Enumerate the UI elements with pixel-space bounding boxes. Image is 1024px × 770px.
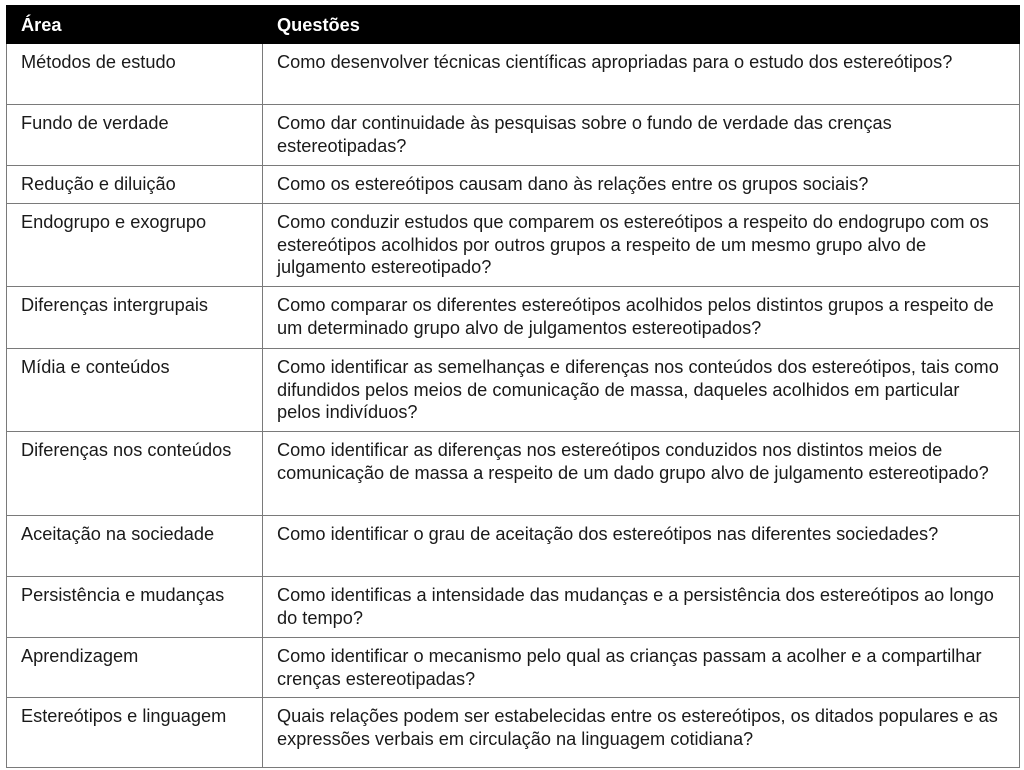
table-row [7, 44, 1020, 105]
question-cell: Como identificas a intensidade das mudanças e a persistência dos estereótipos ao longo do tempo? [263, 577, 1020, 638]
area-cell: Mídia e conteúdos [7, 349, 263, 432]
table-row [7, 287, 1020, 349]
table-row [7, 204, 1020, 287]
question-cell: Como desenvolver técnicas científicas apropriadas para o estudo dos estereótipos? [263, 44, 1020, 105]
area-cell: Estereótipos e linguagem [7, 698, 263, 768]
question-cell: Como identificar as diferenças nos estereótipos conduzidos nos distintos meios de comunicação de massa a respeito de um dado grupo alvo de julgamento estereotipado? [263, 432, 1020, 516]
table-row [7, 349, 1020, 432]
area-cell: Aceitação na sociedade [7, 516, 263, 577]
area-cell: Redução e diluição [7, 166, 263, 204]
table-row [7, 638, 1020, 698]
table-row [7, 166, 1020, 204]
area-cell: Persistência e mudanças [7, 577, 263, 638]
table-row [7, 432, 1020, 516]
table-header-row [7, 6, 1020, 44]
header-questoes: Questões [263, 6, 1020, 44]
question-cell: Como identificar o grau de aceitação dos estereótipos nas diferentes sociedades? [263, 516, 1020, 577]
question-cell: Como identificar as semelhanças e diferenças nos conteúdos dos estereótipos, tais como difundidos pelos meios de comunicação de massa, daqueles acolhidos em particular pelos indivíduos? [263, 349, 1020, 432]
question-cell: Como comparar os diferentes estereótipos acolhidos pelos distintos grupos a respeito de um determinado grupo alvo de julgamentos estereotipados? [263, 287, 1020, 349]
table-row [7, 105, 1020, 166]
area-cell: Diferenças nos conteúdos [7, 432, 263, 516]
question-cell: Como dar continuidade às pesquisas sobre o fundo de verdade das crenças estereotipadas? [263, 105, 1020, 166]
area-cell: Fundo de verdade [7, 105, 263, 166]
question-cell: Como os estereótipos causam dano às relações entre os grupos sociais? [263, 166, 1020, 204]
area-cell: Diferenças intergrupais [7, 287, 263, 349]
research-questions-table [6, 5, 1020, 768]
header-area: Área [7, 6, 263, 44]
area-cell: Aprendizagem [7, 638, 263, 698]
table-row [7, 516, 1020, 577]
question-cell: Como identificar o mecanismo pelo qual as crianças passam a acolher e a compartilhar crenças estereotipadas? [263, 638, 1020, 698]
question-cell: Como conduzir estudos que comparem os estereótipos a respeito do endogrupo com os estereótipos acolhidos por outros grupos a respeito de um mesmo grupo alvo de julgamento estereotipado? [263, 204, 1020, 287]
area-cell: Métodos de estudo [7, 44, 263, 105]
table-row [7, 698, 1020, 768]
area-cell: Endogrupo e exogrupo [7, 204, 263, 287]
question-cell: Quais relações podem ser estabelecidas entre os estereótipos, os ditados populares e as expressões verbais em circulação na linguagem cotidiana? [263, 698, 1020, 768]
table-row [7, 577, 1020, 638]
